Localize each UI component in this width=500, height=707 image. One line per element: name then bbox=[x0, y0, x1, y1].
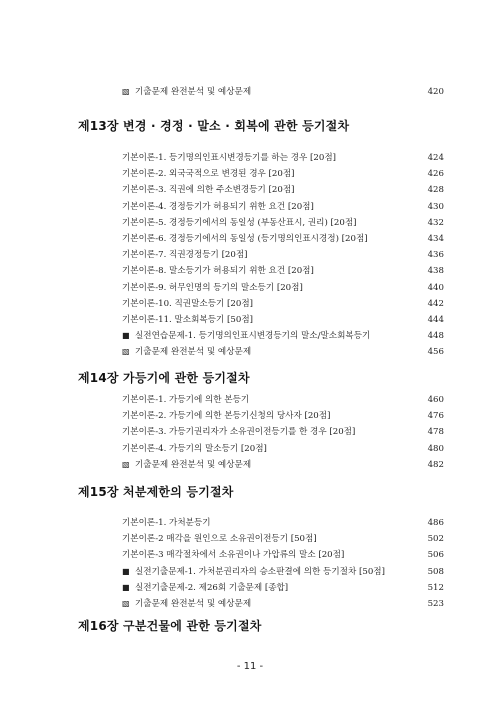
toc-page-number: 430 bbox=[427, 201, 444, 212]
toc-page-number: 442 bbox=[427, 298, 444, 309]
toc-entry-title: 기본이론-3 매각절차에서 소유권이나 가압류의 말소 [20점] bbox=[122, 550, 345, 561]
chapter-heading: 제16장 구분건물에 관한 등기절차 bbox=[78, 619, 262, 633]
toc-entry-title: 기본이론-8. 말소등기가 허용되기 위한 요건 [20점] bbox=[122, 266, 314, 277]
toc-entry[interactable] bbox=[122, 457, 444, 473]
toc-entry[interactable] bbox=[122, 531, 444, 547]
toc-entry[interactable] bbox=[122, 263, 444, 279]
toc-page-number: 508 bbox=[427, 566, 444, 577]
square-bullet-icon: ■ bbox=[122, 582, 130, 592]
toc-entry-title: 기출문제 완전분석 및 예상문제 bbox=[135, 459, 252, 470]
hatched-box-icon: ▧ bbox=[122, 599, 130, 608]
square-bullet-icon: ■ bbox=[122, 331, 130, 341]
toc-entry[interactable] bbox=[122, 547, 444, 563]
toc-page-number: 476 bbox=[427, 411, 444, 422]
toc-page-number: 480 bbox=[427, 443, 444, 454]
toc-entry[interactable] bbox=[122, 344, 444, 360]
toc-entry[interactable] bbox=[122, 150, 444, 166]
toc-entry[interactable] bbox=[122, 515, 444, 531]
toc-entry-title: 기본이론-1. 등기명의인표시변경등기를 하는 경우 [20점] bbox=[122, 153, 337, 163]
toc-page-number: 444 bbox=[427, 315, 444, 325]
toc-page-number: 440 bbox=[427, 282, 444, 293]
toc-entry-title: 기출문제 완전분석 및 예상문제 bbox=[135, 87, 252, 97]
toc-page-number: 436 bbox=[427, 250, 444, 261]
toc-page-number: 482 bbox=[427, 459, 444, 470]
toc-entry-title: 기본이론-6. 경정등기에서의 동일성 (등기명의인표시경정) [20점] bbox=[122, 234, 368, 244]
toc-entry[interactable] bbox=[122, 231, 444, 247]
toc-page-number: 512 bbox=[427, 582, 444, 593]
toc-entry-title: 기본이론-11. 말소회복등기 [50점] bbox=[122, 315, 253, 325]
toc-entry[interactable] bbox=[122, 247, 444, 263]
toc-entry-title: 기본이론-1. 가처분등기 bbox=[122, 518, 211, 528]
toc-entry[interactable] bbox=[122, 84, 444, 100]
chapter-heading: 제15장 처분제한의 등기절차 bbox=[78, 485, 234, 499]
toc-entry-title: 기출문제 완전분석 및 예상문제 bbox=[135, 599, 252, 609]
toc-page-number: 502 bbox=[427, 534, 444, 545]
toc-entry[interactable] bbox=[122, 328, 444, 344]
toc-page-number: 478 bbox=[427, 427, 444, 438]
toc-entry-title: 실전기출문제-1. 가처분권리자의 승소판결에 의한 등기절차 [50점] bbox=[135, 566, 385, 577]
toc-entry-title: 실전연습문제-1. 등기명의인표시변경등기의 말소/말소회복등기 bbox=[135, 331, 371, 342]
square-bullet-icon: ■ bbox=[122, 566, 130, 576]
toc-page-number: 420 bbox=[427, 87, 444, 97]
toc-entry-title: 기본이론-3. 가등기권리자가 소유권이전등기를 한 경우 [20점] bbox=[122, 427, 356, 438]
toc-entry-title: 기본이론-2. 가등기에 의한 본등기신청의 당사자 [20점] bbox=[122, 411, 331, 422]
toc-page-number: 424 bbox=[427, 153, 444, 163]
toc-page-number: 438 bbox=[427, 266, 444, 277]
toc-page-number: 428 bbox=[427, 185, 444, 196]
toc-entry[interactable] bbox=[122, 596, 444, 612]
toc-entry[interactable] bbox=[122, 182, 444, 198]
toc-entry-title: 기본이론-5. 경정등기에서의 동일성 (부동산표시, 권리) [20점] bbox=[122, 217, 357, 228]
toc-entry-title: 기본이론-4. 경정등기가 허용되기 위한 요건 [20점] bbox=[122, 201, 314, 212]
toc-entry[interactable] bbox=[122, 199, 444, 215]
toc-entry[interactable] bbox=[122, 564, 444, 580]
toc-entry[interactable] bbox=[122, 166, 444, 182]
chapter-heading: 제13장 변경 · 경정 · 말소 · 회복에 관한 등기절차 bbox=[78, 119, 350, 133]
toc-entry[interactable] bbox=[122, 580, 444, 596]
hatched-box-icon: ▧ bbox=[122, 87, 130, 96]
toc-entry[interactable] bbox=[122, 408, 444, 424]
toc-entry-title: 기본이론-7. 직권경정등기 [20점] bbox=[122, 250, 248, 261]
toc-entry-title: 기본이론-2 매각을 원인으로 소유권이전등기 [50점] bbox=[122, 534, 317, 545]
toc-entry-title: 기본이론-3. 직권에 의한 주소변경등기 [20점] bbox=[122, 185, 295, 196]
chapter-heading: 제14장 가등기에 관한 등기절차 bbox=[78, 371, 250, 385]
toc-entry-title: 기출문제 완전분석 및 예상문제 bbox=[135, 347, 252, 358]
toc-entry-title: 기본이론-4. 가등기의 말소등기 [20점] bbox=[122, 443, 267, 454]
page-number: - 11 - bbox=[236, 661, 264, 672]
toc-entry-title: 기본이론-9. 허무인명의 등기의 말소등기 [20점] bbox=[122, 282, 303, 293]
toc-entry[interactable] bbox=[122, 392, 444, 408]
toc-entry-title: 실전기출문제-2. 제26회 기출문제 [종합] bbox=[135, 582, 289, 593]
toc-page-number: 486 bbox=[427, 518, 444, 528]
toc-entry[interactable] bbox=[122, 441, 444, 457]
toc-page-number: 448 bbox=[427, 331, 444, 342]
toc-entry[interactable] bbox=[122, 296, 444, 312]
toc-entry-title: 기본이론-2. 외국국적으로 변경된 경우 [20점] bbox=[122, 169, 295, 180]
toc-page-number: 456 bbox=[427, 347, 444, 358]
toc-entry[interactable] bbox=[122, 215, 444, 231]
toc-page-number: 523 bbox=[427, 599, 444, 609]
hatched-box-icon: ▧ bbox=[122, 459, 130, 469]
toc-entry[interactable] bbox=[122, 424, 444, 440]
toc-page-number: 432 bbox=[427, 217, 444, 228]
toc-page-number: 506 bbox=[427, 550, 444, 561]
toc-page-number: 460 bbox=[427, 395, 444, 405]
toc-entry-title: 기본이론-1. 가등기에 의한 본등기 bbox=[122, 395, 250, 405]
toc-entry[interactable] bbox=[122, 312, 444, 328]
hatched-box-icon: ▧ bbox=[122, 347, 130, 357]
toc-page-number: 426 bbox=[427, 169, 444, 180]
toc-entry-title: 기본이론-10. 직권말소등기 [20점] bbox=[122, 298, 253, 309]
toc-entry[interactable] bbox=[122, 280, 444, 296]
toc-page-number: 434 bbox=[427, 234, 444, 244]
